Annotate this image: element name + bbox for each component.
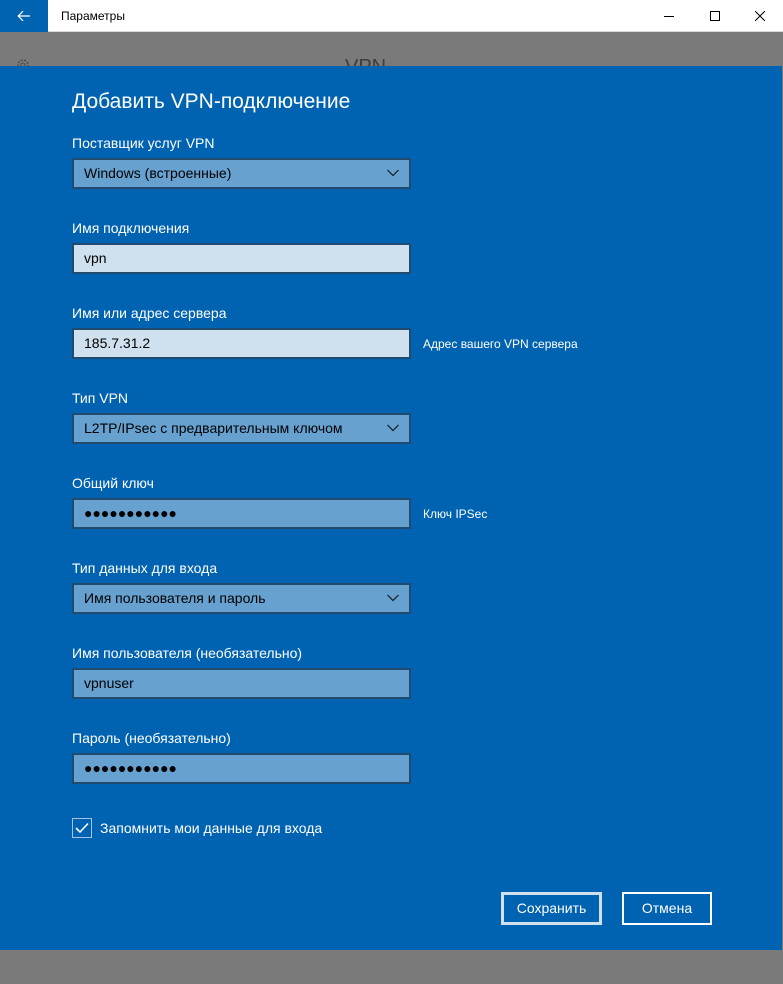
connection-name-label: Имя подключения bbox=[72, 220, 190, 236]
server-input[interactable] bbox=[72, 328, 411, 359]
username-input[interactable] bbox=[72, 668, 411, 699]
maximize-icon bbox=[710, 11, 720, 21]
vpn-type-select-value: L2TP/IPsec с предварительным ключом bbox=[84, 420, 343, 436]
connection-name-input[interactable] bbox=[72, 243, 411, 274]
signin-type-label: Тип данных для входа bbox=[72, 560, 218, 576]
server-label: Имя или адрес сервера bbox=[72, 305, 227, 321]
dialog-title: Добавить VPN-подключение bbox=[72, 90, 351, 113]
connection-name-value: vpn bbox=[84, 250, 107, 266]
window-title: Параметры bbox=[61, 9, 125, 23]
signin-type-select[interactable] bbox=[72, 583, 411, 614]
server-hint: Адрес вашего VPN сервера bbox=[423, 337, 578, 351]
vpn-type-label: Тип VPN bbox=[72, 390, 129, 406]
minimize-icon bbox=[664, 11, 674, 21]
shared-key-hint: Ключ IPSec bbox=[423, 507, 488, 521]
chevron-down-icon bbox=[387, 424, 399, 432]
add-vpn-dialog bbox=[0, 66, 782, 950]
maximize-button[interactable] bbox=[692, 0, 738, 32]
remember-checkbox[interactable] bbox=[72, 818, 92, 838]
chevron-down-icon bbox=[387, 169, 399, 177]
shared-key-value: ●●●●●●●●●●● bbox=[84, 505, 178, 521]
provider-label: Поставщик услуг VPN bbox=[72, 135, 215, 151]
username-label: Имя пользователя (необязательно) bbox=[72, 645, 303, 661]
close-icon bbox=[755, 11, 765, 21]
password-value: ●●●●●●●●●●● bbox=[84, 760, 178, 776]
shared-key-label: Общий ключ bbox=[72, 475, 154, 491]
provider-select-value: Windows (встроенные) bbox=[84, 165, 232, 181]
password-label: Пароль (необязательно) bbox=[72, 730, 231, 746]
title-bar bbox=[0, 0, 783, 32]
minimize-button[interactable] bbox=[646, 0, 692, 32]
chevron-down-icon bbox=[387, 594, 399, 602]
close-button[interactable] bbox=[737, 0, 783, 32]
remember-label[interactable]: Запомнить мои данные для входа bbox=[100, 820, 323, 836]
vpn-type-select[interactable] bbox=[72, 413, 411, 444]
password-input[interactable] bbox=[72, 753, 411, 784]
back-arrow-icon bbox=[17, 10, 31, 22]
username-value: vpnuser bbox=[84, 675, 134, 691]
provider-select[interactable] bbox=[72, 158, 411, 189]
cancel-button[interactable]: Отмена bbox=[622, 892, 712, 925]
checkmark-icon bbox=[75, 822, 89, 834]
save-button[interactable]: Сохранить bbox=[501, 892, 602, 925]
server-value: 185.7.31.2 bbox=[84, 335, 151, 351]
back-button[interactable] bbox=[0, 0, 48, 32]
shared-key-input[interactable] bbox=[72, 498, 411, 529]
signin-type-select-value: Имя пользователя и пароль bbox=[84, 590, 266, 606]
